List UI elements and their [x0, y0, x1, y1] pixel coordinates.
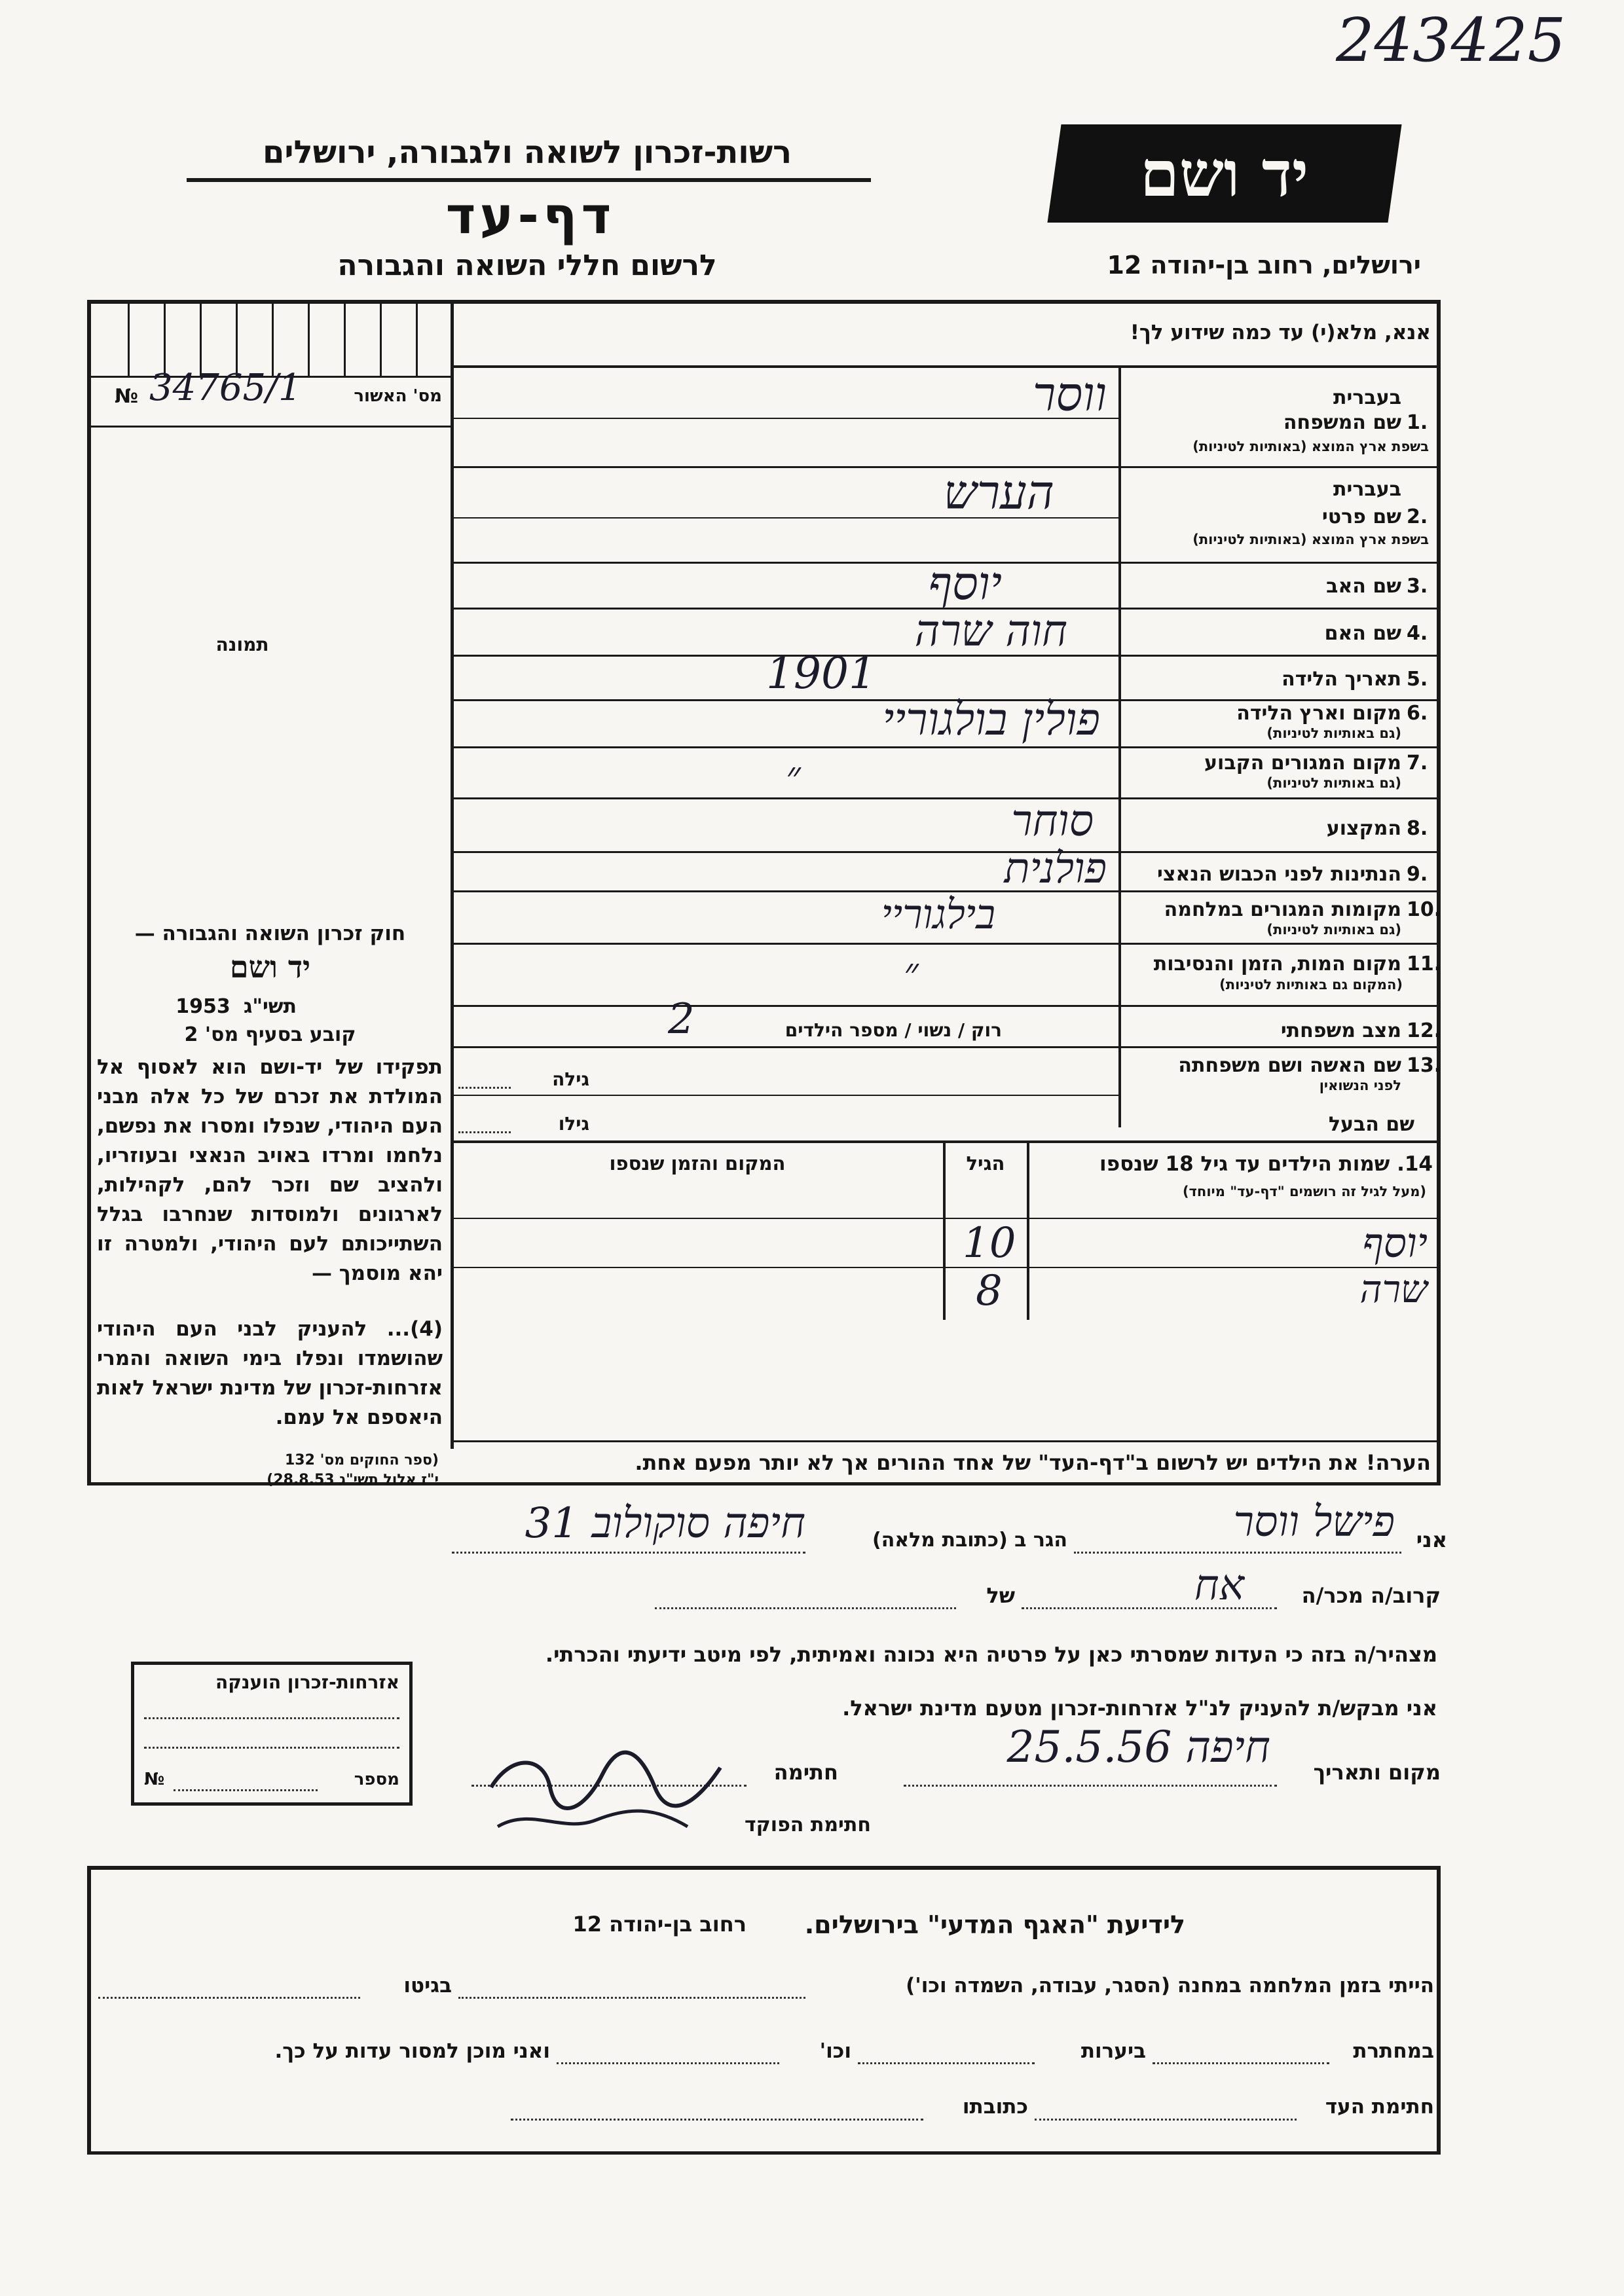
- field-7-label: מקום המגורים הקבוע: [1204, 752, 1401, 774]
- field-9-label: הנתינות לפני הכבוש הנאצי: [1157, 863, 1401, 886]
- decl-place-date-label: מקום ותאריך: [1313, 1760, 1441, 1785]
- decl-i-label: אני: [1416, 1527, 1447, 1552]
- law-year: 1953: [175, 995, 231, 1018]
- archive-number: 243425: [1336, 5, 1566, 75]
- footer-ready: ואני מוכן למסור עדות על כך.: [274, 2039, 550, 2063]
- field-3-value: יוסף: [928, 556, 1002, 610]
- form-subtitle: לרשום חללי השואה והגבורה: [337, 249, 717, 282]
- field-1-heb-label: בעברית: [1333, 386, 1401, 409]
- decl-name-value: פישל ווסר: [1233, 1498, 1395, 1546]
- citizenship-title: אזרחות-זכרון הוענקה: [215, 1671, 399, 1693]
- field-1-sub: בשפת ארץ המוצא (באותיות לטיניות): [1192, 439, 1429, 454]
- field-6-label: מקום וארץ הלידה: [1236, 702, 1401, 725]
- footer-line-1: הייתי בזמן המלחמה במחנה (הסגר, עבודה, השמדה וכו'): [906, 1974, 1434, 1997]
- field-12-options: רוק / נשוי / מספר הילדים: [784, 1019, 1002, 1041]
- children-label: 14. שמות הילדים עד גיל 18 שנספו: [1099, 1152, 1433, 1176]
- field-5-value: 1901: [766, 648, 876, 699]
- field-4-value: חוה שרה: [914, 606, 1067, 656]
- field-10-label: מקומות המגורים במלחמה: [1164, 898, 1401, 921]
- children-age-header: הגיל: [966, 1152, 1005, 1175]
- yad-vashem-logo: יד ושם: [1047, 124, 1401, 223]
- field-11-sub: (המקום גם באותיות לטיניות): [1219, 977, 1403, 993]
- decl-of-label: של: [986, 1583, 1015, 1608]
- decl-address-value: חיפה סוקולוב 31: [525, 1499, 805, 1548]
- citizenship-no-sign: №: [144, 1770, 165, 1789]
- field-10-sub: (גם באותיות לטיניות): [1266, 922, 1401, 938]
- law-title: חוק זכרון השואה והגבורה —: [134, 922, 406, 945]
- decl-relation-value: אח: [1194, 1561, 1244, 1610]
- field-1-label: שם המשפחה: [1283, 411, 1401, 434]
- children-sub: (מעל לגיל זה רושמים "דף-עד" מיוחד): [1182, 1184, 1426, 1199]
- law-body: תפקידו של יד-ושם הוא לאסוף אל המולדת את זכרם של כל אלה מבני העם היהודי, שנפלו ומסרו את נפשם, נלחמו ומרדו באויב הנאצי ובעוזריו, ולהציב שם וזכר להם, לקהילות, לארגונים ולמוסדות שנחרבו בגלל השתייכותם לעם היהודי, ולמטרה זו יהא מוסמך —: [97, 1055, 443, 1285]
- field-2-heb-label: בעברית: [1333, 478, 1401, 501]
- footer-title: לידיעת "האגף המדעי" בירושלים.: [804, 1910, 1185, 1939]
- child-1-name: יוסף: [1362, 1219, 1428, 1267]
- footer-forests: ביערות: [1080, 2039, 1146, 2063]
- citizenship-box: [131, 1662, 413, 1806]
- field-husband-age-label: גילו: [558, 1113, 589, 1135]
- field-7-value: ״: [786, 753, 801, 799]
- footer-etc: וכו': [819, 2039, 851, 2063]
- citizenship-number-label: מספר: [354, 1770, 399, 1789]
- field-13-sub: לפני הנשואין: [1319, 1078, 1401, 1093]
- decl-relative-label: קרוב/ה מכר/ה: [1301, 1583, 1441, 1608]
- law-ref-2: י"ז אלול תשי"ג 28.8.53): [267, 1472, 439, 1488]
- footer-underground: במחתרת: [1353, 2039, 1434, 2063]
- decl-signature-label: חתימה: [773, 1760, 838, 1785]
- field-9-value: פולנית: [1004, 845, 1107, 893]
- field-1-value: ווסר: [1032, 367, 1107, 422]
- field-2-value: הערש: [943, 465, 1054, 520]
- approval-label: מס' האשור: [354, 386, 442, 406]
- footer-address: רחוב בן-יהודה 12: [572, 1912, 747, 1937]
- approval-number: 34765/1: [149, 367, 302, 409]
- field-13-label: שם האשה ושם משפחתה: [1178, 1054, 1401, 1077]
- note-text: הערה! את הילדים יש לרשום ב"דף-העד" של אחד ההורים אך לא יותר מפעם אחת.: [635, 1450, 1431, 1475]
- approval-no-sign: №: [115, 385, 139, 408]
- footer-address-label: כתובתו: [962, 2095, 1028, 2119]
- field-12-value: 2: [668, 995, 695, 1044]
- field-4-label: שם האם: [1324, 622, 1401, 645]
- authority-name: רשות-זכרון לשואה ולגבורה, ירושלים: [262, 134, 792, 171]
- field-5-label: תאריך הלידה: [1282, 668, 1401, 691]
- law-year-heb: תשי"ג: [243, 995, 297, 1018]
- page: 243425 יד ושם רשות-זכרון לשואה ולגבורה, ירושלים דף-עד לרשום חללי השואה והגבורה ירושלים, רחוב בן-יהודה 12 № 34765/1 מס' האשור תמונה חוק זכרון השואה והגבורה — יד ושם תשי"ג 1953 קובע בסעיף מס' 2 תפקידו של יד-ושם הוא לאסוף אל המולדת את זכרם של כל אלה מבני העם היהודי, שנפלו ומסרו את נפשם, נלחמו ומרדו באויב הנאצי ובעוזריו, ולהציב שם וזכר להם, לקהילות, לארגונים ולמוסדות שנחרבו בגלל השתייכותם לעם היהודי, ולמטרה זו יהא מוסמך — (4)... להעניק לבני העם היהודי שהושמדו ונפלו בימי השואה והמרי אזרחות-זכרון של מדינת ישראל לאות היאספם אל עמם. (ספר החוקים מס' 132 י"ז אלול תשי"ג 28.8.53) אנא, מלא(י) עד כמה שידוע לך! בעברית 1. שם המשפחה בשפת ארץ המוצא (באותיות לטיניות) ווסר בעברית 2. שם פרטי בשפת ארץ המוצא (באותיות לטיניות) הערש 3. שם האב יוסף 4. שם האם חוה שרה 5. תאריך הלידה 1901 6. מקום וארץ הלידה (גם באותיות לטיניות) פולין בולגוריי 7. מקום המגורים הקבוע (גם באותיות לטיניות) ״ 8. המקצוע סוחר 9. הנתינות לפני הכבוש הנאצי פולנית 10. מקומות המגורים במלחמה (גם באותיות לטיניות) בילגוריי 11. מקום המות, הזמן והנסיבות (המקום גם באותיות לטיניות) ״ 12. מצב משפחתי רוק / נשוי / מספר הילדים 2 13. שם האשה ושם משפחתה לפני הנשואין גילה שם הבעל גילו 14. שמות הילדים עד גיל 18 שנספו (מעל לגיל זה רושמים "דף-עד" מיוחד) הגיל המקום והזמן שנספו יוסף 10 שרה 8 הערה! את הילדים יש לרשום ב"דף-העד" של אחד ההורים אך לא יותר מפעם אחת. אני פישל ווסר הגר ב (כתובת מלאה) חיפה סוקולוב 31 קרוב/ה מכר/ה אח של מצהיר/ה בזה כי העדות שמסרתי כאן על פרטיה היא נכונה ואמיתית, לפי מיטב ידיעתי והכרתי. אני מבקש/ת להעניק לנ"ל אזרחות-זכרון מטעם מדינת ישראל. מקום ותאריך חיפה 25.5.56 חתימה חתימת הפוקד אזרחות-זכרון הוענקה № מספר לידיעת "האגף המדעי" בירושלים. רחוב בן-יהודה 12 הייתי בזמן המלחמה במחנה (הסגר, עבודה, השמדה וכו') בגיטו במחתרת ביערות וכו' ואני מוכן למסור עדות על כך. חתימת העד כתובתו: [0, 0, 1624, 2296]
- law-logo: יד ושם: [229, 949, 311, 985]
- children-place-header: המקום והזמן שנספו: [609, 1152, 786, 1175]
- field-12-label: מצב משפחתי: [1280, 1019, 1401, 1042]
- footer-ghetto: בגיטו: [403, 1974, 452, 1997]
- decl-resides-label: הגר ב (כתובת מלאה): [872, 1529, 1067, 1552]
- child-2-name: שרה: [1359, 1267, 1428, 1311]
- footer-witness-sig: חתימת העד: [1325, 2095, 1434, 2119]
- decl-place-date-value: חיפה 25.5.56: [1006, 1722, 1270, 1772]
- field-6-value: פולין בולגוריי: [882, 694, 1100, 746]
- field-11-value: ״: [904, 949, 919, 995]
- witness-signature: [471, 1728, 733, 1840]
- decl-officer-label: חתימת הפוקד: [745, 1813, 871, 1836]
- field-11-label: מקום המות, הזמן והנסיבות: [1153, 953, 1401, 975]
- field-13-age-label: גילה: [552, 1068, 589, 1090]
- law-section: קובע בסעיף מס' 2: [184, 1023, 356, 1046]
- field-8-label: המקצוע: [1326, 817, 1401, 840]
- decl-request: אני מבקש/ת להעניק לנ"ל אזרחות-זכרון מטעם מדינת ישראל.: [842, 1696, 1437, 1721]
- field-6-sub: (גם באותיות לטיניות): [1266, 725, 1401, 741]
- law-clause: (4)... להעניק לבני העם היהודי שהושמדו ונפלו בימי השואה והמרי אזרחות-זכרון של מדינת ישראל לאות היאספם אל עמם.: [97, 1317, 443, 1429]
- form-title: דף-עד: [445, 187, 616, 246]
- field-husband-label: שם הבעל: [1328, 1113, 1414, 1136]
- field-10-value: בילגוריי: [881, 890, 995, 938]
- field-3-label: שם האב: [1326, 575, 1401, 598]
- child-2-age: 8: [976, 1267, 1003, 1315]
- child-1-age: 10: [963, 1219, 1016, 1267]
- intro-text: אנא, מלא(י) עד כמה שידוע לך!: [1130, 321, 1431, 344]
- address: ירושלים, רחוב בן-יהודה 12: [1107, 251, 1421, 280]
- field-2-label: שם פרטי: [1321, 505, 1401, 528]
- decl-statement: מצהיר/ה בזה כי העדות שמסרתי כאן על פרטיה היא נכונה ואמיתית, לפי מיטב ידיעתי והכרתי.: [545, 1642, 1437, 1667]
- field-8-value: סוחר: [1011, 795, 1094, 846]
- field-7-sub: (גם באותיות לטיניות): [1266, 775, 1401, 791]
- law-ref-1: (ספר החוקים מס' 132: [284, 1452, 439, 1468]
- field-2-sub: בשפת ארץ המוצא (באותיות לטיניות): [1192, 532, 1429, 547]
- photo-label: תמונה: [215, 634, 269, 655]
